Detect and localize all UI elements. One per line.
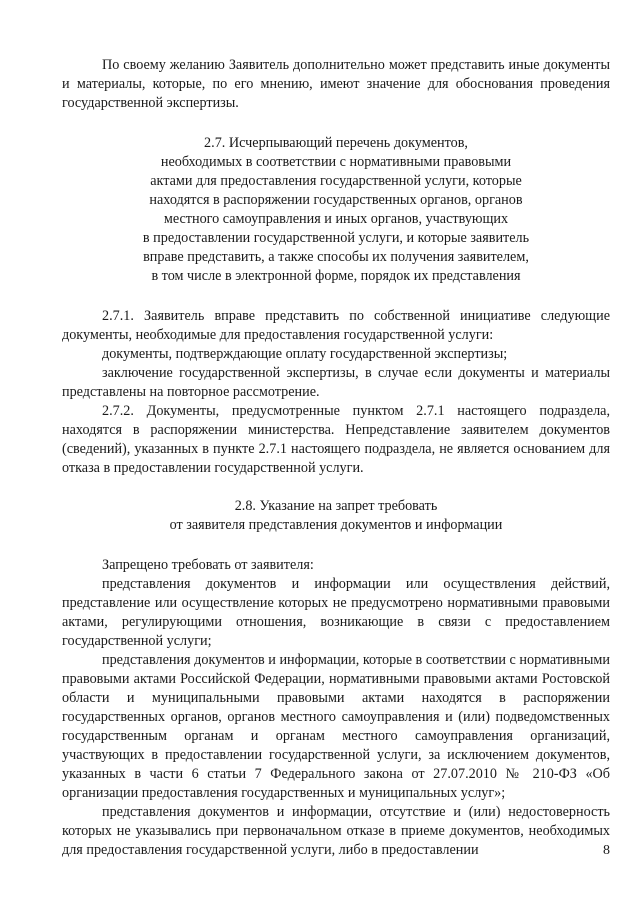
- heading-line: 2.8. Указание на запрет требовать: [234, 498, 438, 514]
- page-number: 8: [603, 843, 610, 858]
- paragraph: представления документов и информации или осуществления действий, представление или осуществление которых не предусмотрено нормативными правовыми актами, регулирующими отношения, возникающие в связи с предоставлением государственной услуги;: [62, 576, 610, 649]
- heading-line: от заявителя представления документов и информации: [169, 517, 503, 533]
- paragraph: представления документов и информации, отсутствие и (или) недостоверность которых не указывались при первоначальном отказе в приеме документов, необходимых для предоставления государственной услуги, либо в предоставлении: [62, 804, 610, 858]
- paragraph: документы, подтверждающие оплату государственной экспертизы;: [102, 346, 508, 362]
- paragraph: 2.7.2. Документы, предусмотренные пунктом 2.7.1 настоящего подраздела, находятся в распоряжении министерства. Непредставление заявителем документов (сведений), указанных в пункте 2.7.1 настоящего подраздела, не является основанием для отказа в предоставлении государственной услуги.: [62, 403, 610, 476]
- heading-line: в том числе в электронной форме, порядок их представления: [151, 268, 521, 284]
- paragraph: 2.7.1. Заявитель вправе представить по собственной инициативе следующие документы, необходимые для предоставления государственной услуги:: [62, 308, 610, 343]
- heading-line: находятся в распоряжении государственных органов, органов: [149, 192, 523, 208]
- paragraph: заключение государственной экспертизы, в случае если документы и материалы представлены на повторное рассмотрение.: [62, 365, 610, 400]
- paragraph: Запрещено требовать от заявителя:: [102, 557, 314, 573]
- heading-line: местного самоуправления и иных органов, участвующих: [163, 211, 509, 227]
- paragraph: представления документов и информации, которые в соответствии с нормативными правовыми актами Российской Федерации, нормативными правовыми актами Ростовской области и муниципальными правовыми актами находятся в распоряжении государственных органов, органов местного самоуправления и (или) подведомственных государственным органам и органам местного самоуправления организаций, участвующих в предоставлении государственной услуги, за исключением документов, указанных в части 6 статьи 7 Федерального закона от 27.07.2010 № 210-ФЗ «Об организации предоставления государственных и муниципальных услуг»;: [62, 652, 610, 801]
- document-page: [62, 56, 610, 860]
- paragraph: По своему желанию Заявитель дополнительно может представить иные документы и материалы, которые, по его мнению, имеют значение для обоснования проведения государственной экспертизы.: [62, 57, 610, 111]
- heading-line: в предоставлении государственной услуги, и которые заявитель: [142, 230, 530, 246]
- heading-line: актами для предоставления государственной услуги, которые: [150, 173, 522, 189]
- heading-line: 2.7. Исчерпывающий перечень документов,: [204, 135, 468, 151]
- section-2-8-heading: [62, 497, 610, 535]
- heading-line: необходимых в соответствии с нормативными правовыми: [160, 154, 512, 170]
- section-2-7-heading: [62, 134, 610, 286]
- heading-line: вправе представить, а также способы их получения заявителем,: [143, 249, 529, 265]
